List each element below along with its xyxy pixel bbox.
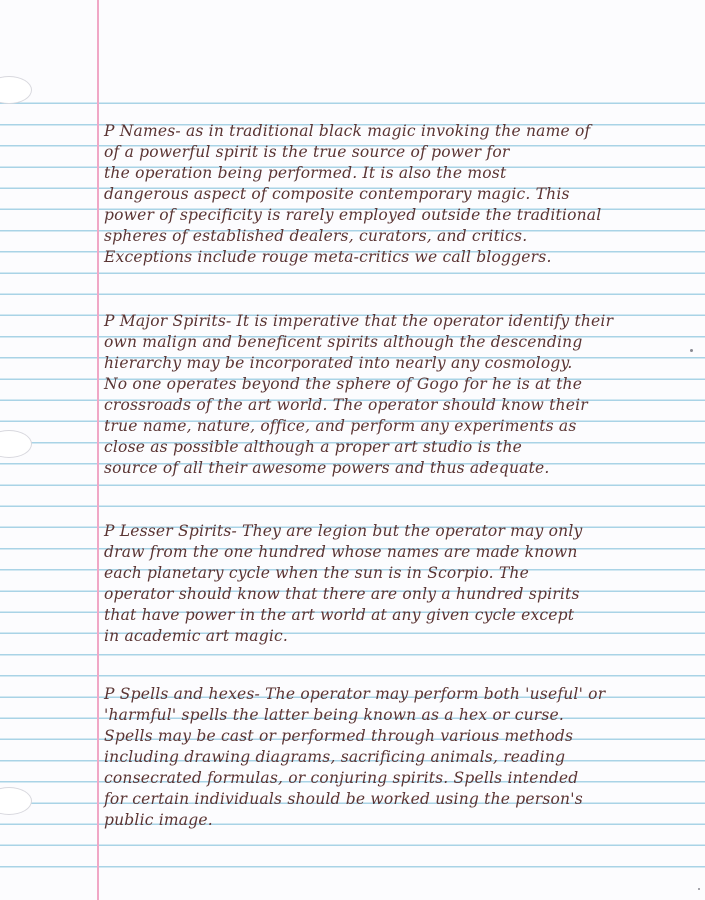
handwritten-line: for certain individuals should be worked using the person's [104,790,583,808]
handwritten-line: draw from the one hundred whose names are made known [104,543,578,561]
paper-speck [698,888,700,890]
handwritten-line: including drawing diagrams, sacrificing animals, reading [104,748,566,766]
entry-major-spirits [104,311,684,479]
paper-speck [690,349,693,352]
punch-hole [0,787,32,815]
handwritten-line: power of specificity is rarely employed outside the traditional [104,206,602,224]
handwritten-line: the operation being performed. It is also the most [104,164,507,182]
handwritten-line: true name, nature, office, and perform any experiments as [104,417,577,435]
handwritten-line: crossroads of the art world. The operator should know their [104,396,588,414]
handwritten-line: of a powerful spirit is the true source of power for [104,143,510,161]
punch-hole [0,430,32,458]
handwritten-line: consecrated formulas, or conjuring spirits. Spells intended [104,769,579,787]
handwritten-line: each planetary cycle when the sun is in Scorpio. The [104,564,529,582]
handwritten-line: P Spells and hexes- The operator may perform both 'useful' or [104,685,606,703]
handwritten-line: No one operates beyond the sphere of Gogo for he is at the [104,375,583,393]
handwritten-line: that have power in the art world at any given cycle except [104,606,575,624]
margin-line [97,0,99,900]
handwritten-line: 'harmful' spells the latter being known as a hex or curse. [104,706,565,724]
handwritten-line: operator should know that there are only a hundred spirits [104,585,580,603]
entry-names [104,121,684,268]
handwritten-line: spheres of established dealers, curators, and critics. [104,227,528,245]
handwritten-line: own malign and beneficent spirits although the descending [104,333,583,351]
handwritten-line: hierarchy may be incorporated into nearly any cosmology. [104,354,573,372]
handwritten-line: P Names- as in traditional black magic invoking the name of [104,122,591,140]
handwritten-line: source of all their awesome powers and thus adequate. [104,459,550,477]
handwritten-line: Spells may be cast or performed through various methods [104,727,574,745]
handwritten-line: P Major Spirits- It is imperative that the operator identify their [104,312,614,330]
handwritten-line: close as possible although a proper art studio is the [104,438,522,456]
handwritten-line: dangerous aspect of composite contemporary magic. This [104,185,570,203]
handwritten-line: Exceptions include rouge meta-critics we call bloggers. [104,248,552,266]
punch-hole [0,76,32,104]
handwritten-line: public image. [104,811,213,829]
handwritten-line: P Lesser Spirits- They are legion but the operator may only [104,522,583,540]
entry-spells-and-hexes [104,684,684,831]
handwritten-line: in academic art magic. [104,627,289,645]
entry-lesser-spirits [104,521,684,647]
